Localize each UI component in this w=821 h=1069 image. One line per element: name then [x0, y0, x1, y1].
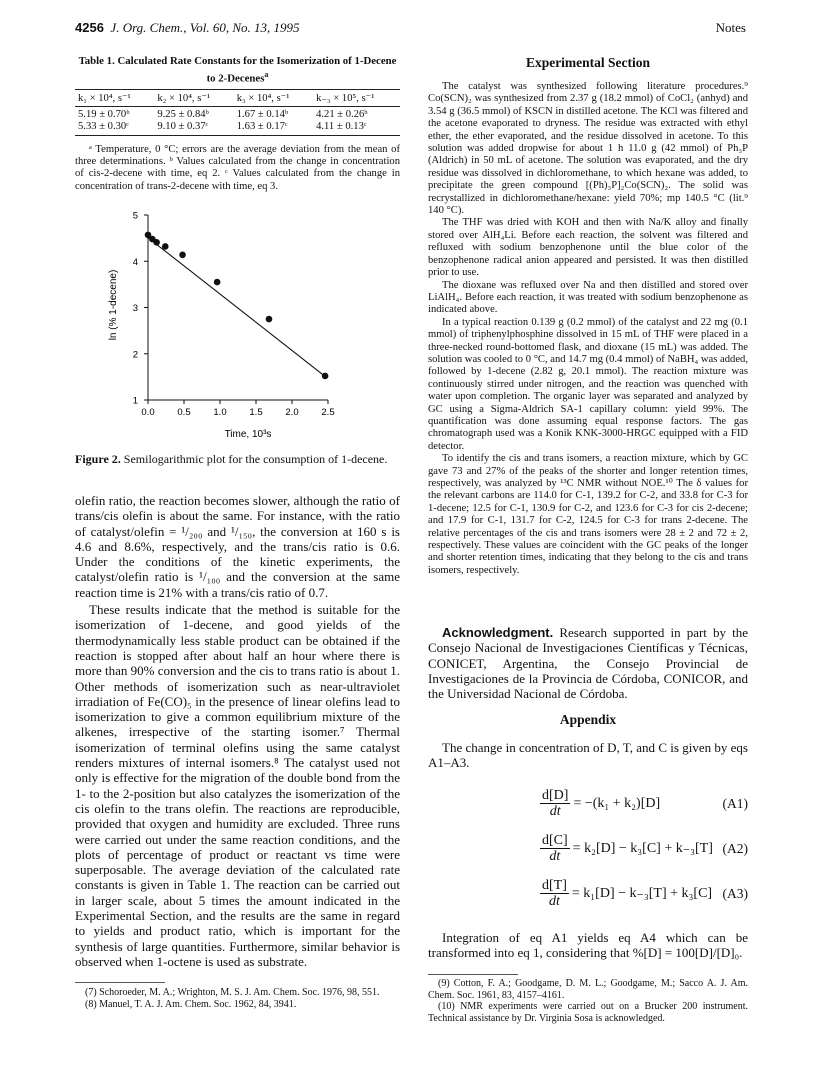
paragraph: These results indicate that the method is suitable for the isomerization of 1-decene, and good yields of the thermodynamically less stable product can be obtained if the reaction is stopped after about half an hour where there is more than 90% conversion and the cis to trans ratio is about 1. Other methods of isomerization such as near-ultraviolet irradiation of Fe(CO)₅ in the presence of linear olefins lead to isomerization to give a common equilibrium mixture of the alkenes, irrespective of the starting isomer.⁷ Thermal isomerization of terminal olefins using the same catalyst renders mixtures of internal isomers.⁸ The catalyst used not only is effective for the migration of the double bond from the 1- to the 2-position but also catalyzes the isomerization of the cis olefin to the trans olefin. The reactions are reproducible, provided that oxygen and humidity are excluded. Three runs were carried out under the same reaction conditions, and the plots of percentage of product or reactant vs time were superposable. The average deviation of the calculated rate constants is given in Table 1. The reaction can be carried out in larger scale, about 5 times the amount indicated in the Experimental Section, and the results are the same in regard to yields and product ratio, which is important for the synthesis of large quantities. Furthermore, similar behavior is observed when 1-octene is used as substrate.	[75, 602, 400, 969]
y-tick-label: 3	[132, 303, 138, 314]
table-header-row	[75, 89, 400, 106]
table-footnote: ᵃ Temperature, 0 °C; errors are the average deviation from the mean of three determinations. ᵇ Values calculated from the change in concentration of cis-2-decene with time, eq 2. ᶜ Values calculated from the change in concentration of trans-2-decene with time, eq 3.	[75, 143, 400, 192]
appendix-heading: Appendix	[559, 712, 617, 727]
data-point	[153, 239, 160, 246]
table-cell: 5.33 ± 0.30ᶜ	[75, 121, 154, 136]
appendix	[428, 712, 748, 771]
col-header: k₃ × 10⁴, s⁻¹	[234, 89, 313, 106]
footnotes-left	[75, 987, 400, 1010]
x-tick-label: 2.0	[285, 407, 299, 418]
y-tick-label: 2	[132, 349, 138, 361]
col-header: k₋₃ × 10⁵, s⁻¹	[313, 89, 400, 106]
y-tick-label: 1	[132, 395, 138, 407]
col-header: k₁ × 10⁴, s⁻¹	[75, 89, 154, 106]
footnote: (8) Manuel, T. A. J. Am. Chem. Soc. 1962, 84, 3941.	[85, 998, 297, 1010]
experimental-section	[428, 55, 748, 577]
fit-line	[148, 238, 325, 377]
footnotes-right	[428, 978, 748, 1024]
table-cell: 9.10 ± 0.37ᶜ	[154, 121, 233, 136]
table-row	[75, 106, 400, 121]
acknowledgment	[428, 625, 748, 701]
running-header	[75, 20, 300, 36]
table-cell: 9.25 ± 0.84ᵇ	[157, 108, 209, 120]
acknowledgment-text: Research supported in part by the Consejo Nacional de Investigaciones Científicas y Técnicas, CONICET, Argentina, the Consejo Provincial de Investigaciones de la Provincia de Córdoba, CONICOR, and the Universidad Nacional de Córdoba.	[428, 625, 748, 702]
figure-2-chart	[100, 205, 360, 445]
paragraph: The change in concentration of D, T, and C is given by eqs A1–A3.	[428, 740, 748, 771]
paragraph: olefin ratio, the reaction becomes slower, although the ratio of trans/cis olefin is about the same. For instance, with the ratio of catalyst/olefin = ¹/₂₀₀ and ¹/₁₅₀, the conversion at 160 s is 4.6 and 8.6%, respectively, and the trans/cis ratio is 0.6. Under the conditions of the kinetic experiments, the catalyst/olefin ratio is ¹/₁₀₀ and the conversion at the same reaction time is 21% with a trans/cis ratio of 0.7.	[75, 493, 400, 600]
data-point	[322, 373, 329, 380]
footnote: (10) NMR experiments were carried out on a Brucker 200 instrument. Technical assistance by Dr. Virginia Sosa is acknowledged.	[428, 1001, 748, 1024]
x-axis-label: Time, 10³s	[224, 429, 272, 440]
equation-a1: $\frac{d[D]}{dt}$ = −(k₁ + k₂)[D] (A1)	[542, 788, 748, 819]
table-row	[75, 121, 400, 136]
equation-number: (A1)	[722, 795, 748, 811]
x-tick-label: 0.5	[177, 407, 191, 418]
journal-citation: J. Org. Chem., Vol. 60, No. 13, 1995	[110, 20, 300, 35]
equation-number: (A2)	[722, 840, 748, 856]
paragraph: Integration of eq A1 yields eq A4 which can be transformed into eq 1, considering that %[D] = 100[D]/[D]₀.	[428, 930, 748, 961]
table-1	[75, 55, 400, 193]
table-title: Table 1. Calculated Rate Constants for the Isomerization of 1-Decene to 2-Decenes$^a$	[78, 55, 397, 85]
figure-2-caption	[75, 453, 400, 467]
x-tick-label: 1.5	[249, 407, 263, 418]
y-tick-label: 4	[132, 256, 138, 268]
y-tick-label: 5	[132, 210, 138, 222]
footnote: (9) Cotton, F. A.; Goodgame, D. M. L.; Goodgame, M.; Sacco A. J. Am. Chem. Soc. 1961, 83, 4157–4161.	[428, 978, 748, 1001]
appendix-outro	[428, 930, 748, 961]
data-point	[214, 279, 221, 286]
figure-caption-text: Semilogarithmic plot for the consumption of 1-decene.	[123, 452, 388, 466]
x-tick-label: 2.5	[321, 407, 335, 418]
paragraph: The dioxane was refluxed over Na and then distilled and stored over LiAlH₄. Before each reaction, it was treated with sodium benzophenone as indicated above.	[428, 279, 748, 316]
table-cell: 1.63 ± 0.17ᶜ	[234, 121, 313, 136]
footnote-rule	[75, 982, 165, 983]
x-tick-label: 1.0	[213, 407, 227, 418]
equation-a2: $\frac{d[C]}{dt}$ = k₂[D] − k₃[C] + k₋₃[T] (A2)	[542, 833, 748, 864]
figure-label: Figure 2.	[75, 452, 121, 466]
table-cell: 1.67 ± 0.14ᵇ	[236, 108, 289, 120]
left-body	[75, 493, 400, 969]
data-point	[179, 251, 186, 258]
page-number: 4256	[75, 20, 104, 35]
col-header: k₂ × 10⁴, s⁻¹	[154, 89, 233, 106]
table-cell: 5.19 ± 0.70ᵇ	[78, 108, 130, 120]
x-tick-label: 0.0	[141, 407, 155, 418]
table-cell: 4.21 ± 0.26ᵇ	[316, 108, 368, 120]
rate-constants-table	[75, 89, 400, 136]
data-point	[266, 316, 273, 323]
paragraph: To identify the cis and trans isomers, a reaction mixture, which by GC gave 73 and 27% of the peaks of the shorter and longer retention times, respectively, was analyzed by ¹³C NMR without NOE.¹⁰ The δ values for the relevant carbons are 114.0 for C-1, 139.2 for C-2, and 33.8 for C-3 for 1-decene; 12.5 for C-1, 130.9 for C-2, and 123.6 for C-3 for cis 2-decene; and 17.9 for C-1, 131.7 for C-2, 124.5 for C-3 for trans 2-decene. The relative percentages of the cis and trans isomers were 28 ± 2 and 72 ± 2, respectively. These values are coincident with the GC peaks of the longer and shorter retention times, indicating that they belong to the cis and trans isomers, respectively.	[428, 453, 748, 576]
section-heading: Experimental Section	[525, 55, 651, 70]
footnote: (7) Schoroeder, M. A.; Wrighton, M. S. J. Am. Chem. Soc. 1976, 98, 551.	[85, 987, 380, 998]
paragraph: In a typical reaction 0.139 g (0.2 mmol) of the catalyst and 22 mg (0.1 mmol) of triphenylphosphine dissolved in 15 mL of THF were placed in a three-necked round-bottomed flask, and dioxane (15 mL) was added. The solution was cooled to 0 °C, and 14.7 mg (0.4 mmol) of NaBH₄ was added, followed by 1-decene (2.82 g, 20.1 mmol). The reaction mixture was continuously stirred under nitrogen, and the reaction was quenched with water upon completion. The organic layer was separated and analyzed by GC using a Sigma-Aldrich SA-1 capillary column: yield 99%. The quantification was done assuming equal response factors. The gas chromatograph used was a Konik KNK-3000-HRGC equipped with a FID detector.	[428, 316, 748, 452]
footnote-rule	[428, 974, 518, 975]
acknowledgment-label: Acknowledgment.	[442, 625, 554, 640]
table-cell: 4.11 ± 0.13ᶜ	[313, 121, 400, 136]
equation-number: (A3)	[722, 885, 748, 901]
paragraph: The THF was dried with KOH and then with Na/K alloy and finally stored over AlH₄Li. Before each reaction, the solvent was filtered and refluxed with sodium benzophenone until the blue color of the benzophenone radical anion appeared and persisted. It was then distilled prior to use.	[428, 217, 748, 279]
paragraph: The catalyst was synthesized following literature procedures.⁹ Co(SCN)₂ was synthesized from 2.37 g (18.2 mmol) of CoCl₂ (anhyd) and 3.54 g (36.5 mmol) of KSCN in distilled acetone. The KCl was filtered and the acetone evaporated to dryness. The residue was extracted with ethyl ether, the ether evaporated, and the residue dissolved in acetone. To this solution was added dropwise for about 1 h 11.0 g (42 mmol) of Ph₃P (Aldrich) in 50 mL of acetone. The solution was evaporated, and the dry residue was dissolved in dichloromethane, to which hexane was added, to precipitate the green compound [(Ph)₃P]₂Co(SCN)₂. The solid was recrystallized in dichloromethane/hexane: yield 70%; mp 140.5 °C (lit.⁹ 140 °C).	[428, 81, 748, 217]
section-label: Notes	[715, 20, 746, 35]
equation-a3: $\frac{d[T]}{dt}$ = k₁[D] − k₋₃[T] + k₃[C] (A3)	[542, 878, 748, 909]
y-axis-label: ln (% 1-decene)	[108, 269, 119, 341]
data-point	[162, 243, 169, 250]
